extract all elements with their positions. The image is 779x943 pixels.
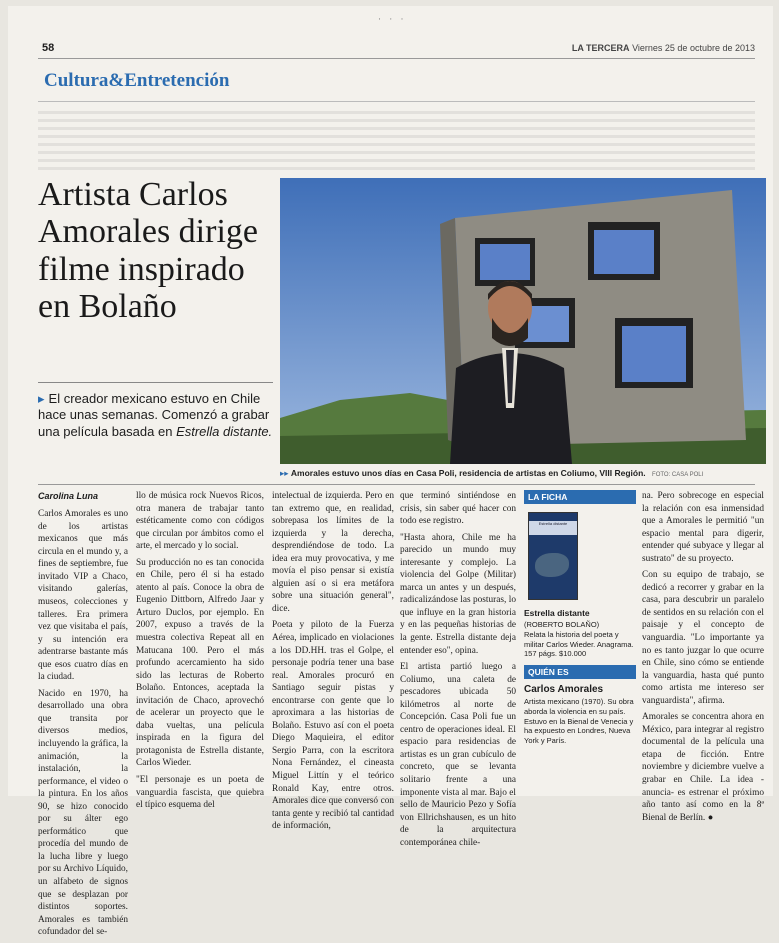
folio <box>572 43 755 53</box>
book-cover-image <box>528 512 578 600</box>
paragraph: Poeta y piloto de la Fuerza Aérea, implicado en violaciones a los DD.HH. tras el Golpe, el personaje podría tener una base real. Amorales procuró en Santiago seguir pistas y encontrarse con gente que lo aproximara a las historias de Bolaño. Estuvo así con el poeta Diego Maquieira, el editor Sergio Parra, con la escritora Nona Fernández, el cineasta Miguel Littín y el teórico Ronald Kay, entre otros. Amorales dice que conversó con tanta gente y recibió tal cantidad de información, <box>272 620 394 832</box>
paragraph: Su producción no es tan conocida en Chile, pero él si ha estado atento al país. Conoce la obra de Eugenio Dittborn, Alfredo Jaar y Arturo Duclos, por ejemplo. En 2007, expuso a través de la muestra colectiva Repeat all en Matucana 100. Pero el más profundo acercamiento ha sido sido las lecturas de Roberto Bolaño. Entonces, aceptada la invitación de Chaco, aprovechó de acelerar un proyecto que le daba vueltas, una película inspirada en la figura del protagonista de Estrella distante, Carlos Wieder. <box>136 557 264 769</box>
paragraph: na. Pero sobrecoge en especial la relación con esa inmensidad que a Amorales le permitió "un espacio mental para digerir, entender qué subyace y llegar al sustrato" de su proyecto. <box>642 491 764 564</box>
caption-arrow-icon: ▸▸ <box>280 468 289 478</box>
article-photo <box>280 178 766 464</box>
photo-caption <box>280 468 766 479</box>
publication-date: Viernes 25 de octubre de 2013 <box>632 43 755 53</box>
page-number: 58 <box>42 42 55 54</box>
deck-rule <box>38 382 273 383</box>
photo-credit: FOTO: CASA POLI <box>652 472 704 478</box>
publication-name: LA TERCERA <box>571 43 630 53</box>
headline: Artista Carlos Amorales dirige filme inspirado en Bolaño <box>38 176 258 326</box>
article-column-3 <box>272 490 394 837</box>
person-name: Carlos Amorales <box>524 684 604 695</box>
article-column-5 <box>642 490 764 828</box>
info-sidebar <box>524 490 636 752</box>
paragraph: Amorales se concentra ahora en México, para integrar al registro documental de la película una etapa de ficción. Entre noviembre y diciembre vuelve a grabar en Chile. La idea -anuncia- es estrenar el próximo año tanto así como en la 8ª Bienal de Berlín. ● <box>642 712 764 823</box>
paragraph: "El personaje es un poeta de vanguardia fascista, que quiebra el típico esquema del <box>136 775 264 811</box>
ficha-label: LA FICHA <box>524 490 636 504</box>
newspaper-page <box>8 6 773 938</box>
deck-text: El creador mexicano estuvo en Chile hace unas semanas. Comenzó a grabar una película basada en <box>38 391 270 439</box>
body-rule <box>38 484 755 485</box>
article-column-4 <box>400 490 516 853</box>
header-rule <box>38 58 755 59</box>
paragraph: Carlos Amorales es uno de los artistas mexicanos que más circula en el mundo y, a fines de septiembre, fue invitado VIP a Chaco, visitando galerías, museos, colecciones y talleres. Era primera vez que visitaba el país, y su intención era adentrarse bastante más que esos cuatro días en la ciudad. <box>38 509 128 683</box>
paragraph: llo de música rock Nuevos Ricos, otra manera de trabajar tanto estéticamente como con códigos que circulan por ámbitos como el arte, el mercado y lo social. <box>136 491 264 552</box>
print-marks: · · · <box>378 14 407 24</box>
book-cover-band <box>529 521 577 535</box>
article-column-2 <box>136 490 264 816</box>
person-description: Artista mexicano (1970). Su obra aborda la violencia en su país. Estuvo en la Bienal de Venecia y ha expuesto en Londres, Nueva York y París. <box>524 697 634 745</box>
book-title: Estrella distante <box>524 608 590 618</box>
paragraph: que terminó sintiéndose en crisis, sin saber qué hacer con todo ese registro. <box>400 491 516 527</box>
article-column-1 <box>38 490 128 943</box>
deck-arrow-icon: ▸ <box>38 391 45 406</box>
caption-text: Amorales estuvo unos días en Casa Poli, residencia de artistas en Coliumo, VIII Región. <box>290 468 646 478</box>
book-author: (ROBERTO BOLAÑO) <box>524 620 600 629</box>
deck <box>38 391 278 440</box>
faded-show-through <box>38 106 755 178</box>
quien-label: QUIÉN ES <box>524 665 636 679</box>
book-cover-title: Estrella distante <box>538 521 568 526</box>
paragraph: Con su equipo de trabajo, se dedicó a recorrer y grabar en la casa, para descubrir un paralelo de sentidos en su relación con el paisaje y el concepto de vanguardia. "Lo importante ya no es tanto juzgar lo que ocurre en Chile, sino cómo se entiende la vanguardia, hasta qué punto como artista me intereso ser vanguardista", afirma. <box>642 570 764 706</box>
photo-illustration <box>280 178 766 464</box>
paragraph: intelectual de izquierda. Pero en tan extremo que, en realidad, sobrepasa los límites de la izquierda y la derecha, desprendiéndose de todo. La idea era muy provocativa, y me movía el piso pensar si existía alguien así o si era metáfora sobre una situación general", dice. <box>272 491 394 614</box>
book-description: Relata la historia del poeta y militar Carlos Wieder. Anagrama. 157 págs. $10.000 <box>524 629 634 659</box>
eagle-icon <box>535 553 569 577</box>
byline: Carolina Luna <box>38 491 99 501</box>
section-rule <box>38 101 755 102</box>
deck-book-title: Estrella distante. <box>176 423 273 439</box>
section-title: Cultura&Entretención <box>44 70 230 91</box>
paragraph: El artista partió luego a Coliumo, una caleta de pescadores ubicada 50 kilómetros al norte de Concepción. Casa Poli fue un centro de operaciones ideal. El espacio para residencias de artistas es un gran cubículo de concreto, que se levanta solitario frente a una imponente vista al mar. Bajo el sello de Mauricio Pezo y Sofía von Ellrichshausen, es un hito de la arquitectura contemporánea chile- <box>400 662 516 848</box>
paragraph: Nacido en 1970, ha desarrollado una obra que transita por diversos medios, incluyendo la gráfica, la animación, la instalación, la performance, el video o la pintura. En los años 90, se hizo conocido por su álter ego performático que procedía del mundo de la lucha libre y luego por su Archivo Líquido, un alfabeto de signos que se desplazan por distintos soportes. Amorales es también cofundador del se- <box>38 688 128 938</box>
paragraph: "Hasta ahora, Chile me ha parecido un mundo muy interesante y complejo. La violencia del Golpe (Militar) marca un antes y un después, radicalizándose las posturas, lo que influye en la gran historia y en las pequeñas historias de la gente. Estrella distante deja entender eso", opina. <box>400 532 516 656</box>
